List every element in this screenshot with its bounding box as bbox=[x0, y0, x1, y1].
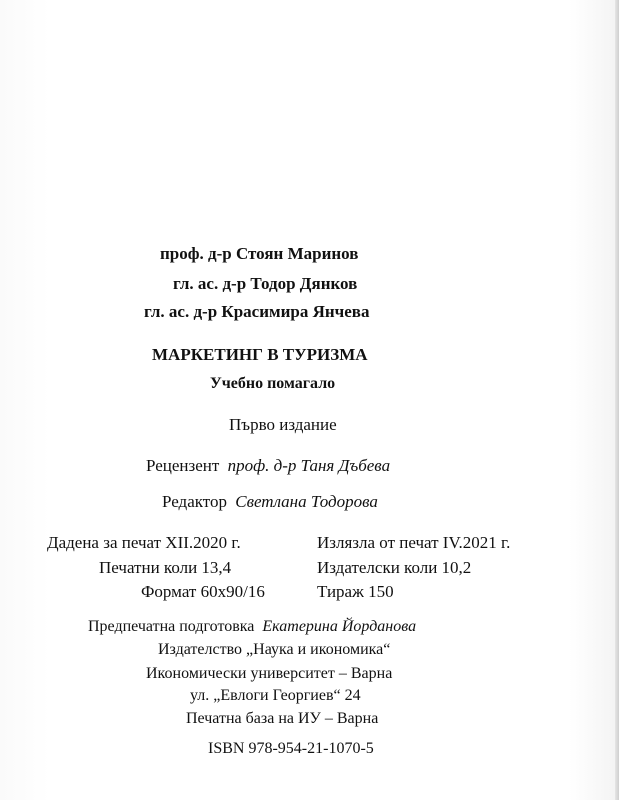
prepress-label: Предпечатна подготовка bbox=[88, 618, 255, 635]
publisher: Издателство „Наука и икономика“ bbox=[158, 641, 391, 658]
editor-name: Светлана Тодорова bbox=[235, 492, 378, 511]
prepress-line bbox=[88, 617, 416, 637]
address: ул. „Евлоги Георгиев“ 24 bbox=[190, 687, 361, 704]
print-sheets: Печатни коли 13,4 bbox=[99, 558, 232, 577]
page-edge-shadow bbox=[615, 0, 619, 800]
editor-line bbox=[162, 492, 378, 512]
circulation: Тираж 150 bbox=[317, 582, 394, 601]
book-title: МАРКЕТИНГ В ТУРИЗМА bbox=[152, 345, 368, 364]
reviewer-label: Рецензент bbox=[146, 456, 220, 475]
publisher-sheets: Издателски коли 10,2 bbox=[317, 558, 472, 577]
book-subtitle: Учебно помагало bbox=[210, 375, 336, 392]
released-from-print: Излязла от печат IV.2021 г. bbox=[317, 533, 511, 552]
format: Формат 60x90/16 bbox=[141, 582, 265, 601]
isbn: ISBN 978-954-21-1070-5 bbox=[208, 740, 374, 757]
reviewer-name: проф. д-р Таня Дъбева bbox=[227, 456, 391, 475]
reviewer-line bbox=[146, 456, 390, 476]
author-3: гл. ас. д-р Красимира Янчева bbox=[144, 302, 370, 321]
university: Икономически университет – Варна bbox=[146, 665, 393, 682]
editor-label: Редактор bbox=[162, 492, 227, 511]
author-1: проф. д-р Стоян Маринов bbox=[160, 244, 359, 263]
given-to-print: Дадена за печат XII.2020 г. bbox=[47, 533, 241, 552]
edition: Първо издание bbox=[229, 415, 337, 434]
prepress-name: Екатерина Йорданова bbox=[262, 618, 417, 635]
print-base: Печатна база на ИУ – Варна bbox=[186, 710, 379, 727]
author-2: гл. ас. д-р Тодор Дянков bbox=[173, 274, 358, 293]
